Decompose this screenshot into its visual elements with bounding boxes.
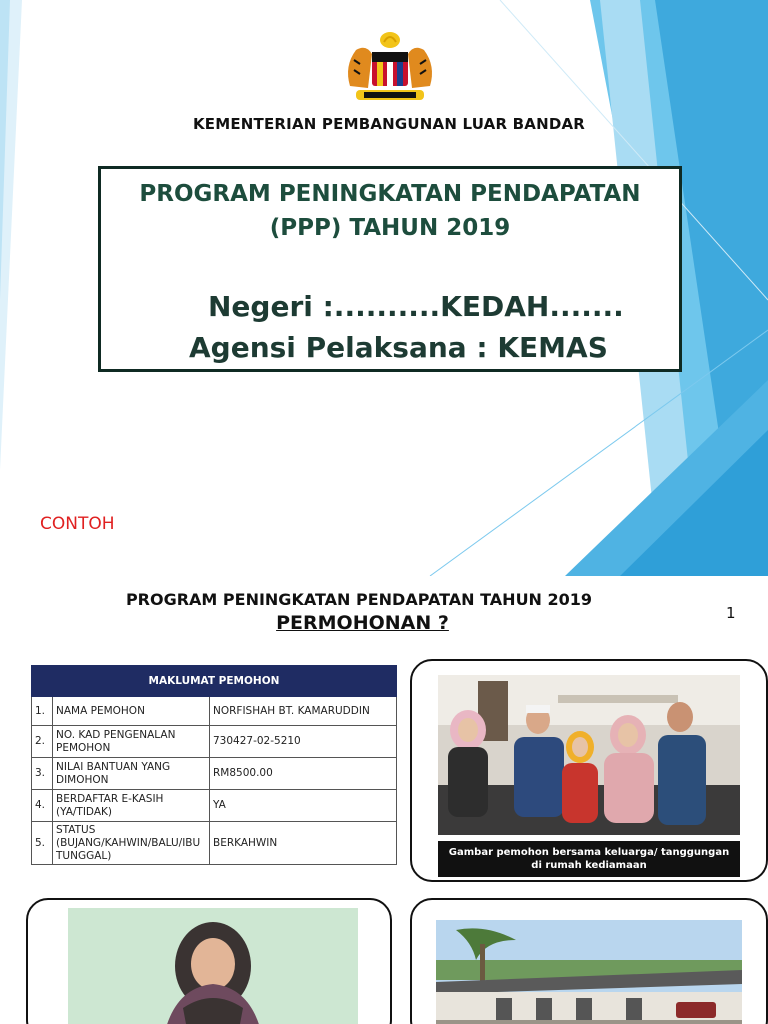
family-photo-caption: Gambar pemohon bersama keluarga/ tanggungan di rumah kediamaan — [438, 841, 740, 877]
house-photo — [436, 920, 742, 1024]
applicant-info-table — [31, 665, 397, 865]
row-value: NORFISHAH BT. KAMARUDDIN — [210, 697, 397, 726]
table-row — [32, 726, 397, 758]
row-value: RM8500.00 — [210, 758, 397, 790]
table-row — [32, 822, 397, 865]
table-row — [32, 790, 397, 822]
application-title: PROGRAM PENINGKATAN PENDAPATAN TAHUN 2019 — [125, 590, 593, 609]
title-box — [98, 166, 682, 372]
row-value: 730427-02-5210 — [210, 726, 397, 758]
row-number: 4. — [32, 790, 53, 822]
applicant-photo-card — [26, 898, 392, 1024]
program-title-line1: PROGRAM PENINGKATAN PENDAPATAN — [139, 181, 641, 207]
slide-application — [0, 576, 768, 1024]
application-subtitle: PERMOHONAN ? — [276, 612, 449, 634]
row-label: NAMA PEMOHON — [53, 697, 210, 726]
agensi-line: Agensi Pelaksana : KEMAS — [189, 331, 608, 364]
row-label: NILAI BANTUAN YANG DIMOHON — [53, 758, 210, 790]
row-number: 3. — [32, 758, 53, 790]
row-label: BERDAFTAR E-KASIH (YA/TIDAK) — [53, 790, 210, 822]
row-label: NO. KAD PENGENALAN PEMOHON — [53, 726, 210, 758]
malaysia-coat-of-arms-icon — [340, 30, 440, 108]
applicant-photo — [68, 908, 358, 1024]
row-number: 1. — [32, 697, 53, 726]
row-number: 5. — [32, 822, 53, 865]
table-row — [32, 758, 397, 790]
family-photo — [438, 675, 740, 835]
house-photo-card — [410, 898, 768, 1024]
table-header: MAKLUMAT PEMOHON — [32, 666, 397, 697]
ministry-name: KEMENTERIAN PEMBANGUNAN LUAR BANDAR — [192, 115, 586, 133]
negeri-line: Negeri :..........KEDAH....... — [208, 290, 624, 323]
row-label: STATUS (BUJANG/KAHWIN/BALU/IBU TUNGGAL) — [53, 822, 210, 865]
row-value: YA — [210, 790, 397, 822]
row-number: 2. — [32, 726, 53, 758]
page-number: 1 — [726, 604, 736, 622]
family-photo-card — [410, 659, 768, 882]
table-row — [32, 697, 397, 726]
row-value: BERKAHWIN — [210, 822, 397, 865]
contoh-label: CONTOH — [40, 514, 115, 534]
program-title-line2: (PPP) TAHUN 2019 — [269, 215, 511, 241]
